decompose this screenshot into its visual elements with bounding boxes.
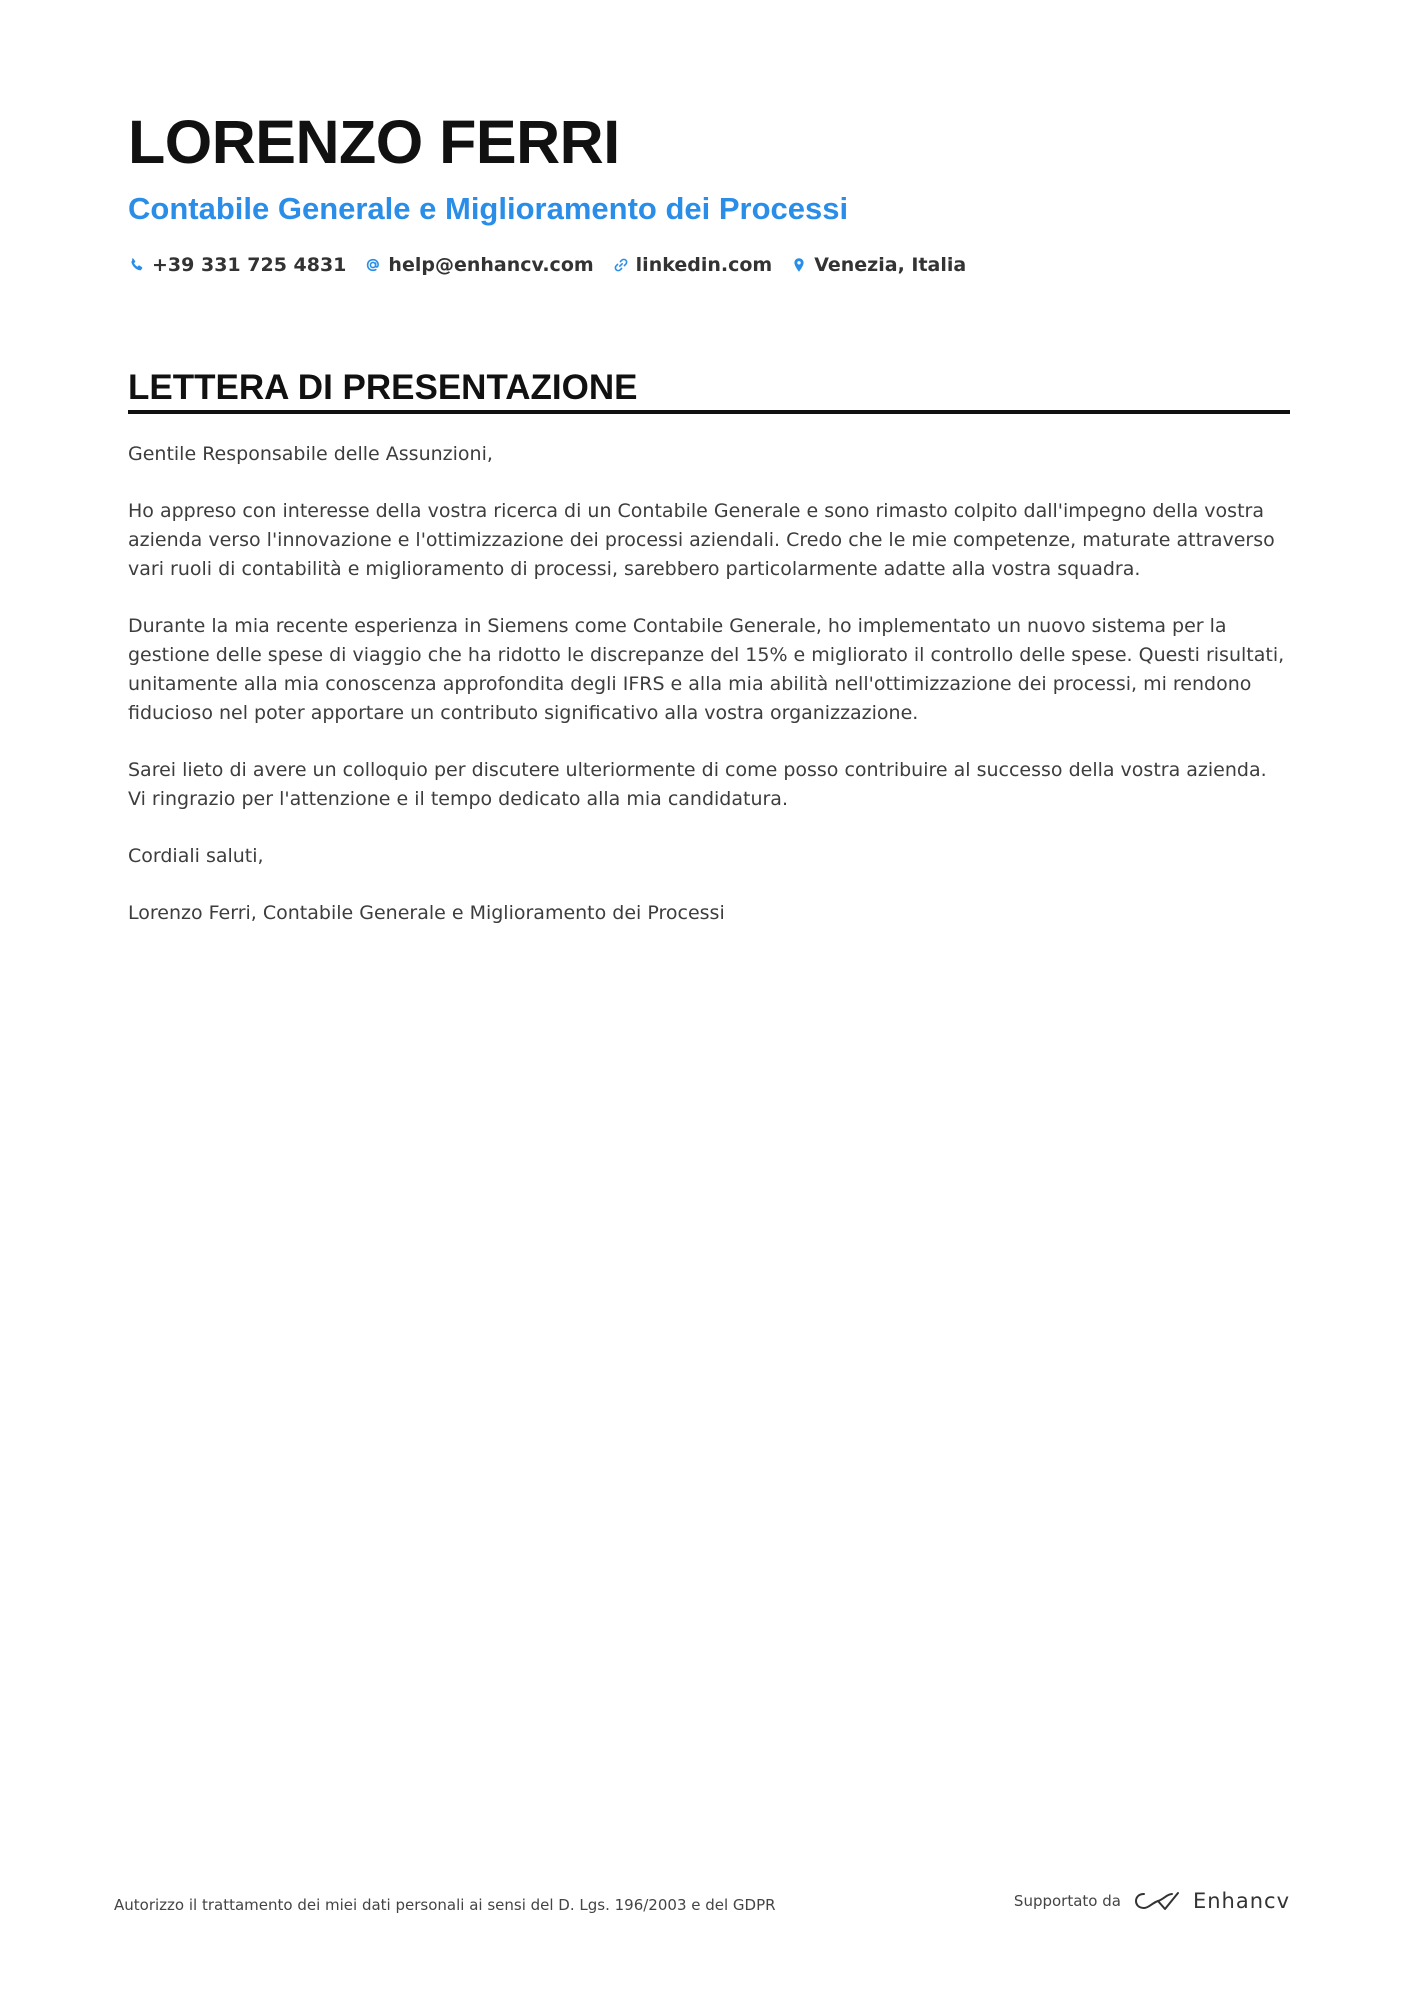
contact-location-text: Venezia, Italia bbox=[814, 254, 967, 276]
location-pin-icon bbox=[790, 256, 808, 274]
contact-bar bbox=[128, 254, 984, 276]
phone-icon bbox=[128, 256, 146, 274]
contact-email-text: help@enhancv.com bbox=[388, 254, 594, 276]
enhancv-brand-name: Enhancv bbox=[1192, 1889, 1290, 1913]
contact-location bbox=[790, 254, 966, 276]
powered-by[interactable] bbox=[1014, 1889, 1290, 1913]
letter-paragraph: Durante la mia recente esperienza in Siemens come Contabile Generale, ho implementato un nuovo sistema per la gestione delle spese di viaggio che ha ridotto le discrepanze del 15% e migliorato il controllo delle spese. Questi risultati, unitamente alla mia conoscenza approfondita degli IFRS e alla mia abilità nell'ottimizzazione dei processi, mi rendono fiducioso nel poter apportare un contributo significativo alla vostra organizzazione. bbox=[128, 615, 1285, 724]
contact-email[interactable] bbox=[364, 254, 593, 276]
letter-greeting: Gentile Responsabile delle Assunzioni, bbox=[128, 443, 493, 465]
candidate-name: LORENZO FERRI bbox=[128, 108, 620, 176]
letter-body bbox=[128, 440, 1290, 956]
letter-closing: Cordiali saluti, bbox=[128, 845, 264, 867]
powered-by-label: Supportato da bbox=[1013, 1892, 1121, 1910]
letter-paragraph: Sarei lieto di avere un colloquio per discutere ulteriormente di come posso contribuire al successo della vostra azienda. Vi ringrazio per l'attenzione e il tempo dedicato alla mia candidatura. bbox=[128, 759, 1267, 810]
at-icon bbox=[364, 256, 382, 274]
privacy-consent: Autorizzo il trattamento dei miei dati personali ai sensi del D. Lgs. 196/2003 e del GDPR bbox=[114, 1896, 776, 1914]
contact-phone-text: +39 331 725 4831 bbox=[152, 254, 347, 276]
letter-paragraph: Ho appreso con interesse della vostra ricerca di un Contabile Generale e sono rimasto colpito dall'impegno della vostra azienda verso l'innovazione e l'ottimizzazione dei processi aziendali. Credo che le mie competenze, maturate attraverso vari ruoli di contabilità e miglioramento di processi, sarebbero particolarmente adatte alla vostra squadra. bbox=[128, 500, 1275, 580]
candidate-title: Contabile Generale e Miglioramento dei Processi bbox=[128, 191, 849, 226]
contact-linkedin-text: linkedin.com bbox=[635, 254, 773, 276]
contact-phone[interactable] bbox=[128, 254, 346, 276]
section-divider bbox=[128, 410, 1290, 414]
letter-signature: Lorenzo Ferri, Contabile Generale e Miglioramento dei Processi bbox=[128, 902, 725, 924]
contact-linkedin[interactable] bbox=[612, 254, 773, 276]
section-title: LETTERA DI PRESENTAZIONE bbox=[128, 368, 638, 407]
enhancv-logo-icon bbox=[1135, 1889, 1181, 1913]
link-icon bbox=[612, 256, 630, 274]
